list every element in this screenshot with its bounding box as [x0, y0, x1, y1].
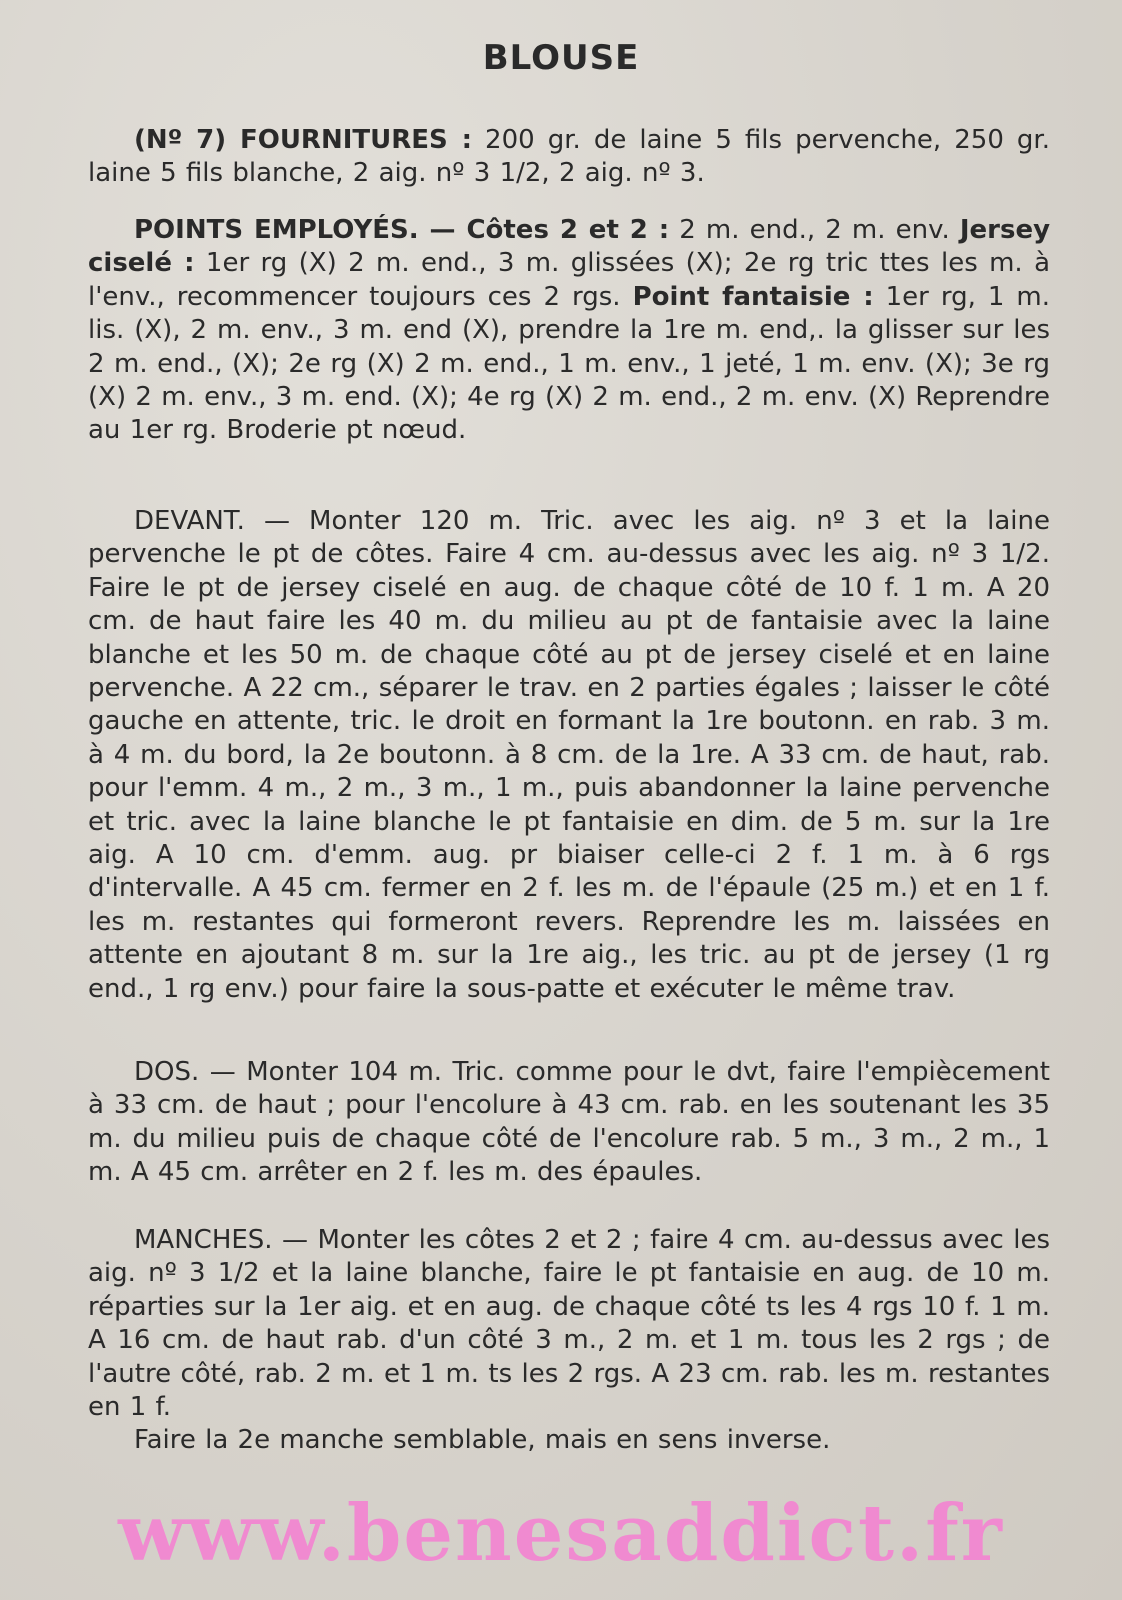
- dos-text: DOS. — Monter 104 m. Tric. comme pour le dvt, faire l'empiècement à 33 cm. de haut ; pour l'encolure à 43 cm. rab. en les soutenant les 35 m. du milieu puis de chaque côté de l'encolure rab. 5 m., 3 m., 2 m., 1 m. A 45 cm. arrêter en 2 f. les m. des épaules.: [88, 1057, 1050, 1188]
- watermark: www.benesaddict.fr: [118, 1488, 1004, 1579]
- jersey-label: Jersey ciselé :: [88, 215, 1051, 279]
- fantaisie-label: Point fantaisie :: [632, 281, 874, 312]
- manches-text: MANCHES. — Monter les côtes 2 et 2 ; faire 4 cm. au-dessus avec les aig. nº 3 1/2 et la laine blanche, faire le pt fantaisie en aug. de 10 m. réparties sur la 1er aig. et en aug. de chaque côté ts les 4 rgs 10 f. 1 m. A 16 cm. de haut rab. d'un côté 3 m., 2 m. et 1 m. tous les 2 rgs ; de l'autre côté, rab. 2 m. et 1 m. ts les 2 rgs. A 23 cm. rab. les m. restantes en 1 f.: [88, 1225, 1050, 1423]
- points-label: POINTS EMPLOYÉS. — Côtes 2 et 2 :: [134, 215, 670, 245]
- dos-section: [88, 1056, 1050, 1190]
- final-text: Faire la 2e manche semblable, mais en sens inverse.: [134, 1425, 831, 1456]
- jersey-text: 1er rg (X) 2 m. end., 3 m. glissées (X); 2e rg tric ttes les m. à l'env., recommencer toujours ces 2 rgs.: [88, 248, 1050, 312]
- fournitures-text: 200 gr. de laine 5 fils pervenche, 250 gr. laine 5 fils blanche, 2 aig. nº 3 1/2, 2 aig. nº 3.: [88, 125, 1050, 189]
- devant-section: [88, 505, 1050, 1006]
- cotes-text: 2 m. end., 2 m. env.: [679, 215, 950, 245]
- page-title: BLOUSE: [482, 38, 640, 78]
- fournitures-label: (Nº 7) FOURNITURES :: [134, 125, 472, 155]
- points-section: [88, 214, 1050, 448]
- devant-text: DEVANT. — Monter 120 m. Tric. avec les aig. nº 3 et la laine pervenche le pt de côtes. Faire 4 cm. au-dessus avec les aig. nº 3 1/2. Faire le pt de jersey ciselé en aug. de chaque côté de 10 f. 1 m. A 20 cm. de haut faire les 40 m. du milieu au pt de fantaisie avec la laine blanche et les 50 m. de chaque côté au pt de jersey ciselé et en laine pervenche. A 22 cm., séparer le trav. en 2 parties égales ; laisser le côté gauche en attente, tric. le droit en formant la 1re boutonn. en rab. 3 m. à 4 m. du bord, la 2e boutonn. à 8 cm. de la 1re. A 33 cm. de haut, rab. pour l'emm. 4 m., 2 m., 3 m., 1 m., puis abandonner la laine pervenche et tric. avec la laine blanche le pt fantaisie en dim. de 5 m. sur la 1re aig. A 10 cm. d'emm. aug. pr biaiser celle-ci 2 f. 1 m. à 6 rgs d'intervalle. A 45 cm. fermer en 2 f. les m. de l'épaule (25 m.) et en 1 f. les m. restantes qui formeront revers. Reprendre les m. laissées en attente en ajoutant 8 m. sur la 1re aig., les tric. au pt de jersey (1 rg end., 1 rg env.) pour faire la sous-patte et exécuter le même trav.: [88, 506, 1050, 1004]
- fantaisie-text: 1er rg, 1 m. lis. (X), 2 m. env., 3 m. end (X), prendre la 1re m. end,. la glisser sur les 2 m. end., (X); 2e rg (X) 2 m. end., 1 m. env., 1 jeté, 1 m. env. (X); 3e rg (X) 2 m. env., 3 m. end. (X); 4e rg (X) 2 m. end., 2 m. env. (X) Reprendre au 1er rg. Broderie pt nœud.: [88, 281, 1051, 446]
- fournitures-section: [88, 124, 1050, 191]
- manches-section: [88, 1224, 1050, 1458]
